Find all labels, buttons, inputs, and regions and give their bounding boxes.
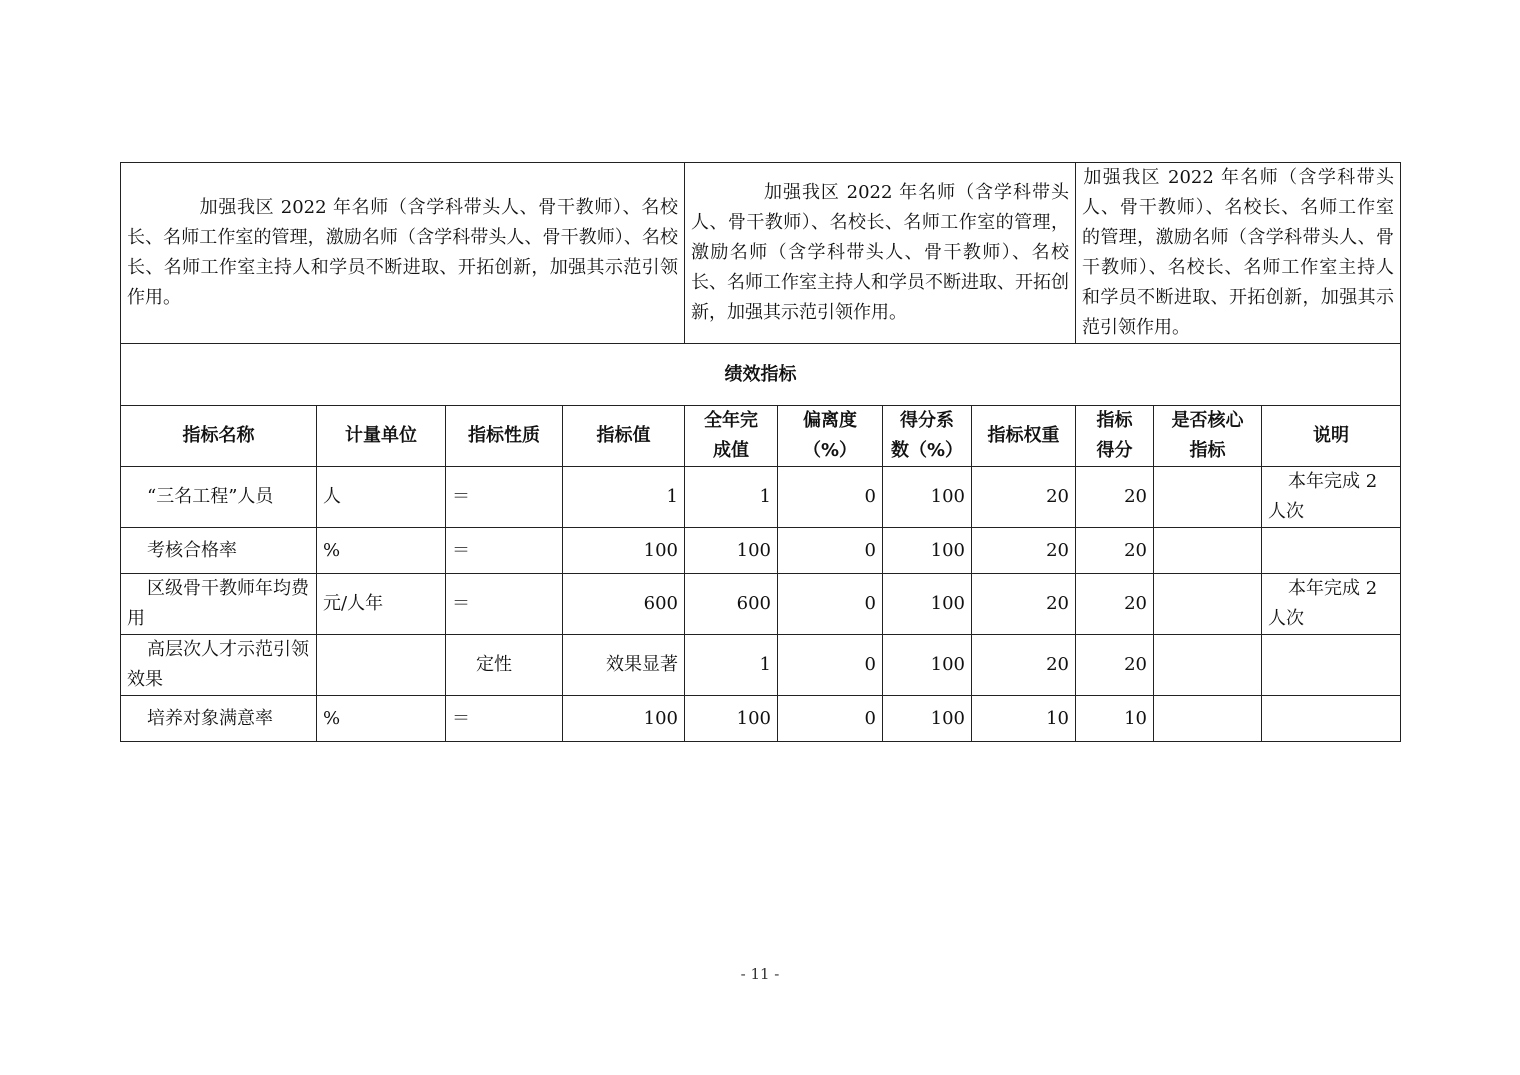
core-cell [1154,635,1262,696]
indicator-name [121,696,317,742]
coefficient-cell: 100 [883,467,972,528]
score-cell: 20 [1076,467,1154,528]
note-text: 本年完成 2 人次 [1268,578,1378,629]
indicator-name-text: “三名工程”人员 [147,486,274,507]
header-value: 指标值 [563,406,685,467]
note-cell [1262,528,1401,574]
indicator-name [121,467,317,528]
table-row [121,467,1401,528]
nature-cell: ＝ [446,528,563,574]
indicator-name-text: 高层次人才示范引领效果 [127,639,309,690]
header-completed-line1: 全年完 [704,410,758,431]
header-completed [685,406,778,467]
header-note: 说明 [1262,406,1401,467]
indicator-name [121,635,317,696]
coefficient-cell: 100 [883,635,972,696]
nature-cell: ＝ [446,574,563,635]
weight-cell: 20 [972,467,1076,528]
table-row [121,635,1401,696]
completed-cell: 1 [685,467,778,528]
nature-cell: ＝ [446,696,563,742]
completed-cell: 100 [685,528,778,574]
coefficient-cell: 100 [883,574,972,635]
nature-cell: 定性 [446,635,563,696]
value-cell: 100 [563,528,685,574]
weight-cell: 20 [972,574,1076,635]
note-cell [1262,467,1401,528]
unit-cell: % [317,696,446,742]
nature-cell: ＝ [446,467,563,528]
header-deviation [778,406,883,467]
header-score-line2: 得分 [1096,440,1133,461]
header-core-line2: 指标 [1189,440,1226,461]
deviation-cell: 0 [778,467,883,528]
core-cell [1154,467,1262,528]
section-title: 绩效指标 [121,344,1401,406]
indicator-name [121,528,317,574]
core-cell [1154,528,1262,574]
value-cell: 1 [563,467,685,528]
unit-cell: 人 [317,467,446,528]
value-cell: 100 [563,696,685,742]
header-score [1076,406,1154,467]
unit-cell: 元/人年 [317,574,446,635]
header-weight: 指标权重 [972,406,1076,467]
value-cell: 效果显著 [563,635,685,696]
header-nature: 指标性质 [446,406,563,467]
completed-cell: 1 [685,635,778,696]
header-coefficient [883,406,972,467]
goal-text-1 [121,163,685,344]
note-cell [1262,696,1401,742]
goal-text-1-content: 加强我区 2022 年名师（含学科带头人、骨干教师）、名校长、名师工作室的管理，激励名师（含学科带头人、骨干教师）、名校长、名师工作室主持人和学员不断进取、开拓创新，加强其示范引领作用。 [127,197,678,308]
score-cell: 20 [1076,635,1154,696]
table-row [121,696,1401,742]
indicator-name-text: 考核合格率 [147,539,237,561]
header-unit: 计量单位 [317,406,446,467]
note-text: 本年完成 2 人次 [1268,471,1378,522]
header-core [1154,406,1262,467]
score-cell: 10 [1076,696,1154,742]
coefficient-cell: 100 [883,528,972,574]
header-score-line1: 指标 [1096,410,1133,431]
value-cell: 600 [563,574,685,635]
goal-text-2-content: 加强我区 2022 年名师（含学科带头人、骨干教师）、名校长、名师工作室的管理，激励名师（含学科带头人、骨干教师）、名校长、名师工作室主持人和学员不断进取、开拓创新，加强其示范引领作用。 [691,182,1069,323]
note-cell [1262,635,1401,696]
performance-table [120,162,1401,742]
indicator-name [121,574,317,635]
unit-cell [317,635,446,696]
deviation-cell: 0 [778,635,883,696]
deviation-cell: 0 [778,528,883,574]
note-cell [1262,574,1401,635]
weight-cell: 20 [972,528,1076,574]
indicator-name-text: 区级骨干教师年均费用 [127,578,309,629]
score-cell: 20 [1076,574,1154,635]
weight-cell: 20 [972,635,1076,696]
header-name: 指标名称 [121,406,317,467]
header-completed-line2: 成值 [713,440,749,461]
coefficient-cell: 100 [883,696,972,742]
weight-cell: 10 [972,696,1076,742]
completed-cell: 600 [685,574,778,635]
deviation-cell: 0 [778,574,883,635]
goal-text-3 [1076,163,1401,344]
table-row [121,574,1401,635]
core-cell [1154,696,1262,742]
header-coefficient-line1: 得分系 [900,410,954,431]
header-deviation-line2: （%） [802,440,858,461]
page-number: - 11 - [740,965,780,983]
core-cell [1154,574,1262,635]
header-deviation-line1: 偏离度 [803,410,857,431]
header-row [121,406,1401,467]
goals-row [121,163,1401,344]
completed-cell: 100 [685,696,778,742]
score-cell: 20 [1076,528,1154,574]
indicator-name-text: 培养对象满意率 [147,707,273,729]
header-coefficient-line2: 数（%） [890,440,964,461]
header-core-line1: 是否核心 [1171,410,1244,431]
goal-text-2 [685,163,1076,344]
goal-text-3-content: 加强我区 2022 年名师（含学科带头人、骨干教师）、名校长、名师工作室的管理，激励名师（含学科带头人、骨干教师）、名校长、名师工作室主持人和学员不断进取、开拓创新，加强其示范引领作用。 [1082,167,1395,338]
table-row [121,528,1401,574]
section-title-row [121,344,1401,406]
deviation-cell: 0 [778,696,883,742]
unit-cell: % [317,528,446,574]
